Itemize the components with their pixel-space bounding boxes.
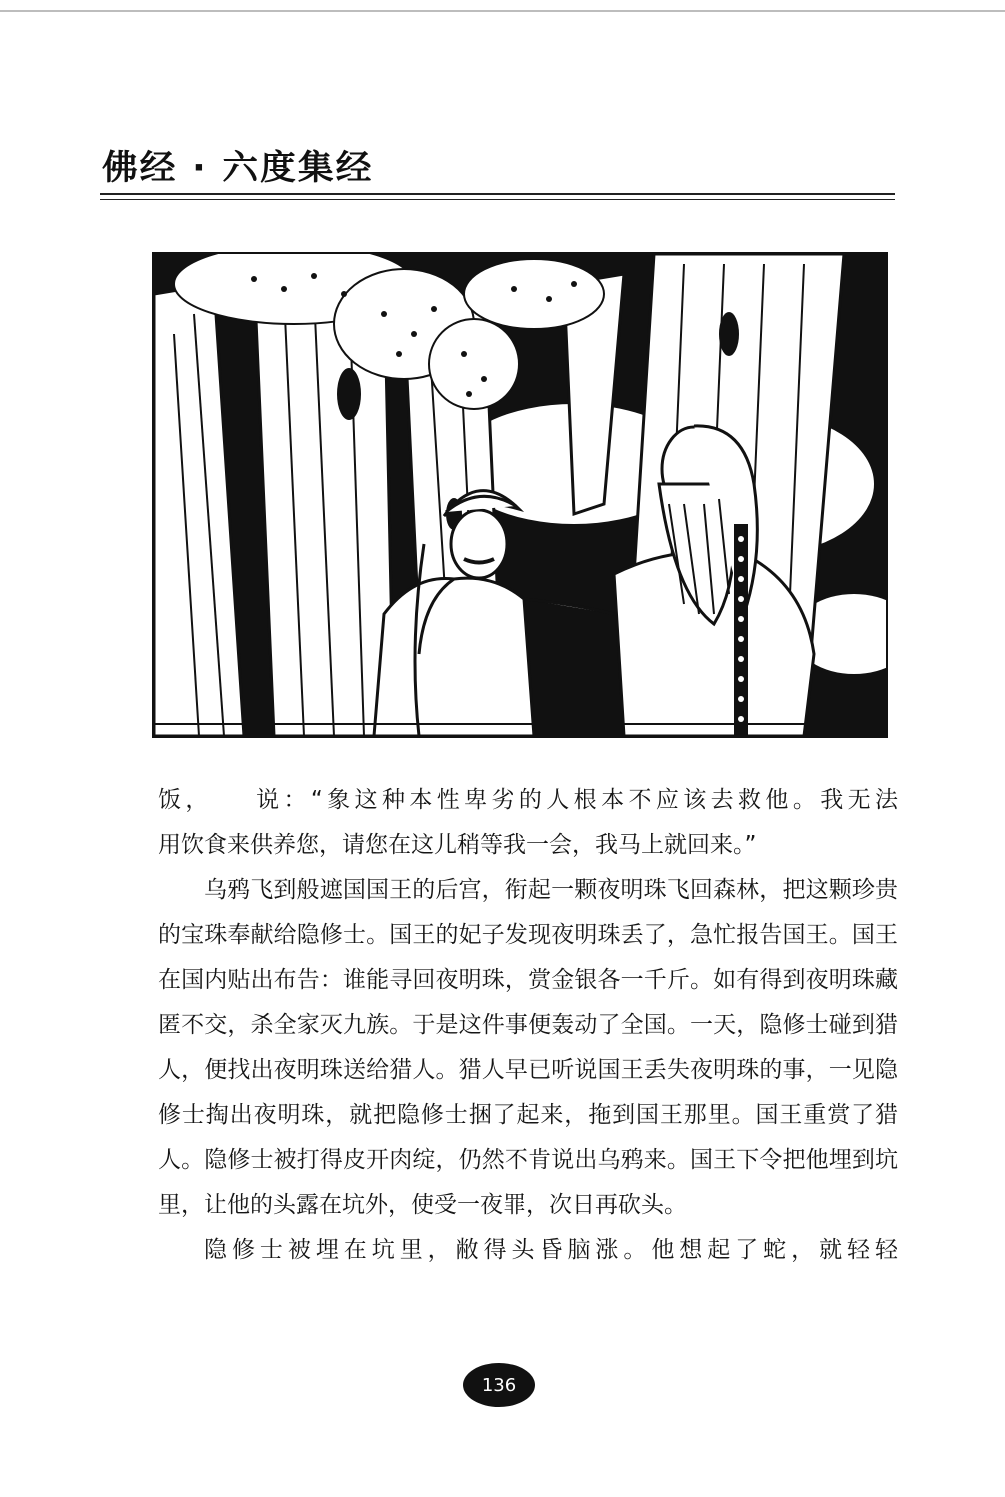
paragraph: 隐修士被埋在坑里，敝得头昏脑涨。他想起了蛇，就轻轻 xyxy=(204,1237,898,1263)
story-text xyxy=(158,778,898,1273)
page-number-badge: 136 xyxy=(463,1363,535,1407)
paragraph: 乌鸦飞到般遮国国王的后宫，衔起一颗夜明珠飞回森林，把这颗珍贵的宝珠奉献给隐修士。国王的妃子发现夜明珠丢了，急忙报告国王。国王在国内贴出布告：谁能寻回夜明珠，赏金银各一千斤。如有得到夜明珠藏匿不交，杀全家灭九族。于是这件事便轰动了全国。一天，隐修士碰到猎人，便找出夜明珠送给猎人。猎人早已听说国王丢失夜明珠的事，一见隐修士掏出夜明珠，就把隐修士捆了起来，拖到国王那里。国王重赏了猎人。隐修士被打得皮开肉绽，仍然不肯说出乌鸦来。国王下令把他埋到坑里，让他的头露在坑外，使受一夜罪，次日再砍头。 xyxy=(158,877,898,1218)
ink-illustration-icon xyxy=(154,254,886,736)
top-edge-rule xyxy=(0,10,1005,12)
paragraph: 用饮食来供养您，请您在这儿稍等我一会，我马上就回来。” xyxy=(158,832,757,858)
paragraph: 饭， 说：“象这种本性卑劣的人根本不应该去救他。我无法 xyxy=(158,787,898,813)
page-header-title: 佛经 · 六度集经 xyxy=(102,148,374,188)
header-rule-thin xyxy=(100,199,895,200)
header-rule-thick xyxy=(100,193,895,195)
story-illustration xyxy=(152,252,888,738)
